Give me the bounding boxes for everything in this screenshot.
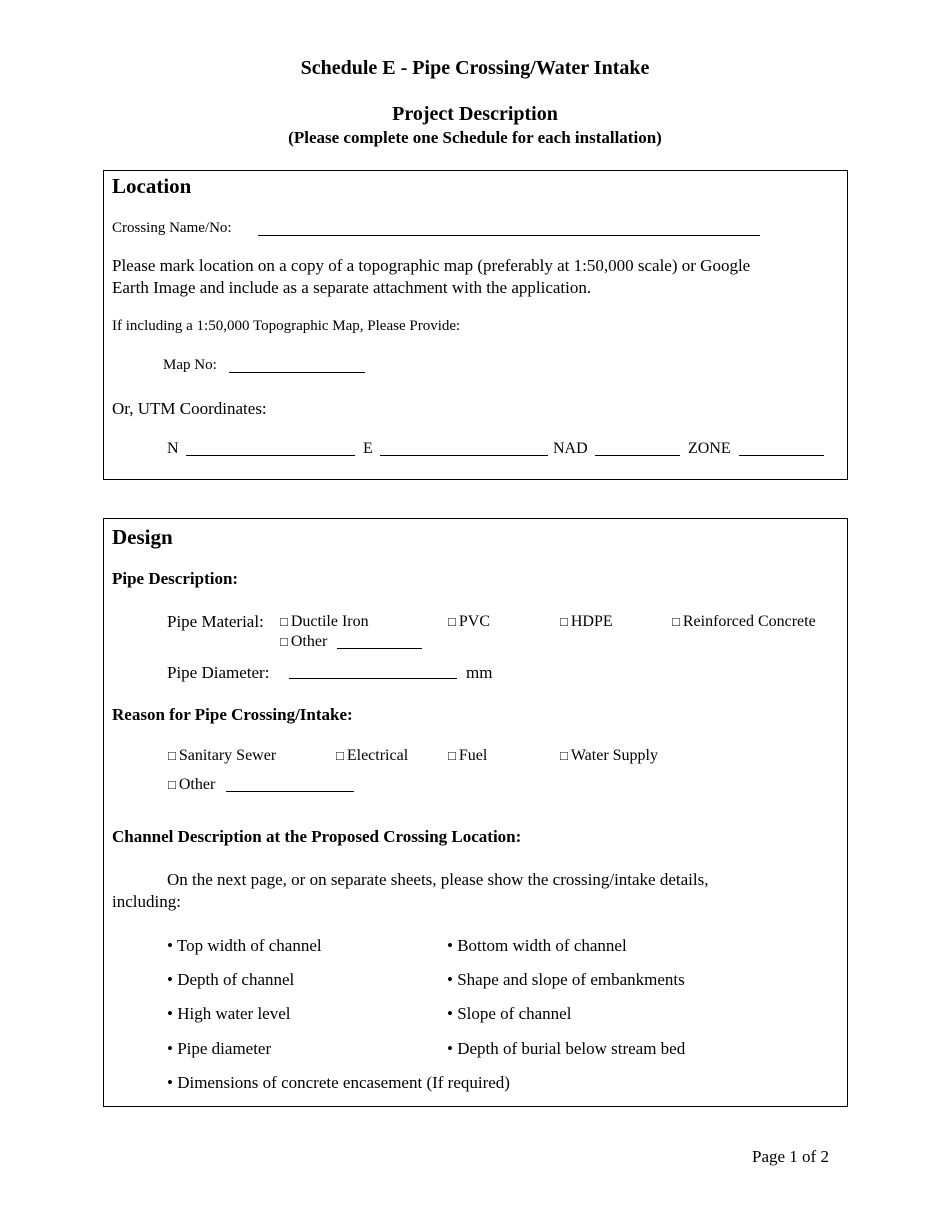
bullet-icon: • <box>167 1004 173 1023</box>
nad-field[interactable] <box>595 440 680 456</box>
pipe-description-heading: Pipe Description: <box>112 569 239 588</box>
bullet-icon: • <box>447 1039 453 1058</box>
detail-item <box>447 1039 685 1059</box>
page-number: Page 1 of 2 <box>752 1147 829 1166</box>
utm-n-field[interactable] <box>186 440 355 456</box>
channel-note-line1: On the next page, or on separate sheets, please show the crossing/intake details, <box>167 870 709 889</box>
reason-label: Fuel <box>458 747 488 764</box>
reason-water-supply[interactable] <box>560 747 658 765</box>
zone-field[interactable] <box>739 440 824 456</box>
crossing-name-field[interactable] <box>258 220 760 236</box>
detail-label: High water level <box>177 1004 291 1023</box>
reason-label: Other <box>178 776 216 793</box>
detail-label: Depth of burial below stream bed <box>457 1039 686 1058</box>
detail-item <box>447 970 685 990</box>
material-label: HDPE <box>570 613 613 630</box>
form-instruction: (Please complete one Schedule for each installation) <box>288 128 662 147</box>
material-hdpe[interactable] <box>560 613 613 631</box>
detail-item <box>167 936 322 956</box>
detail-label: Bottom width of channel <box>457 936 627 955</box>
detail-item <box>447 936 627 956</box>
material-label: Reinforced Concrete <box>682 613 816 630</box>
checkbox-icon[interactable]: □ <box>560 614 568 629</box>
detail-label: Depth of channel <box>177 970 295 989</box>
material-ductile-iron[interactable] <box>280 613 369 631</box>
material-reinforced-concrete[interactable] <box>672 613 816 631</box>
design-heading: Design <box>112 525 173 549</box>
bullet-icon: • <box>447 1004 453 1023</box>
detail-item <box>167 1039 271 1059</box>
reason-other[interactable] <box>168 776 215 794</box>
zone-label: ZONE <box>688 440 731 457</box>
checkbox-icon[interactable]: □ <box>672 614 680 629</box>
topo-map-note: If including a 1:50,000 Topographic Map, Please Provide: <box>112 318 461 334</box>
pipe-material-label: Pipe Material: <box>167 612 264 631</box>
material-label: Ductile Iron <box>290 613 369 630</box>
reason-label: Electrical <box>346 747 409 764</box>
reason-fuel[interactable] <box>448 747 487 765</box>
checkbox-icon[interactable]: □ <box>560 748 568 763</box>
utm-e-label: E <box>363 440 373 457</box>
reason-other-field[interactable] <box>226 776 354 792</box>
utm-label: Or, UTM Coordinates: <box>112 399 267 418</box>
checkbox-icon[interactable]: □ <box>280 614 288 629</box>
bullet-icon: • <box>167 970 173 989</box>
form-title: Schedule E - Pipe Crossing/Water Intake <box>300 57 650 79</box>
material-other-field[interactable] <box>337 633 422 649</box>
checkbox-icon[interactable]: □ <box>448 748 456 763</box>
channel-note-line2: including: <box>112 892 181 911</box>
checkbox-icon[interactable]: □ <box>336 748 344 763</box>
checkbox-icon[interactable]: □ <box>168 777 176 792</box>
map-no-label: Map No: <box>163 357 217 373</box>
detail-label: Slope of channel <box>457 1004 572 1023</box>
reason-heading: Reason for Pipe Crossing/Intake: <box>112 705 353 724</box>
detail-item <box>167 1073 510 1093</box>
bullet-icon: • <box>167 1039 173 1058</box>
detail-item <box>167 970 294 990</box>
reason-electrical[interactable] <box>336 747 408 765</box>
crossing-name-label: Crossing Name/No: <box>112 220 232 236</box>
reason-label: Water Supply <box>570 747 658 764</box>
location-heading: Location <box>112 174 192 198</box>
material-other[interactable] <box>280 633 327 651</box>
checkbox-icon[interactable]: □ <box>448 614 456 629</box>
detail-item <box>447 1004 571 1024</box>
bullet-icon: • <box>447 936 453 955</box>
material-label: PVC <box>458 613 490 630</box>
map-no-field[interactable] <box>229 357 365 373</box>
bullet-icon: • <box>167 936 173 955</box>
reason-label: Sanitary Sewer <box>178 747 277 764</box>
pipe-diameter-unit: mm <box>466 663 493 682</box>
pipe-diameter-field[interactable] <box>289 663 457 679</box>
detail-label: Shape and slope of embankments <box>457 970 685 989</box>
checkbox-icon[interactable]: □ <box>168 748 176 763</box>
bullet-icon: • <box>447 970 453 989</box>
material-pvc[interactable] <box>448 613 490 631</box>
nad-label: NAD <box>553 440 588 457</box>
map-note-line1: Please mark location on a copy of a topographic map (preferably at 1:50,000 scale) or Google <box>112 256 751 275</box>
checkbox-icon[interactable]: □ <box>280 634 288 649</box>
pipe-diameter-label: Pipe Diameter: <box>167 663 270 682</box>
utm-n-label: N <box>167 440 179 457</box>
detail-label: Dimensions of concrete encasement (If required) <box>177 1073 510 1092</box>
reason-sanitary-sewer[interactable] <box>168 747 276 765</box>
detail-label: Pipe diameter <box>177 1039 272 1058</box>
material-label: Other <box>290 633 328 650</box>
utm-e-field[interactable] <box>380 440 548 456</box>
map-note-line2: Earth Image and include as a separate attachment with the application. <box>112 278 592 297</box>
channel-heading: Channel Description at the Proposed Crossing Location: <box>112 827 522 846</box>
bullet-icon: • <box>167 1073 173 1092</box>
detail-label: Top width of channel <box>176 936 322 955</box>
detail-item <box>167 1004 291 1024</box>
form-subtitle: Project Description <box>392 103 558 125</box>
